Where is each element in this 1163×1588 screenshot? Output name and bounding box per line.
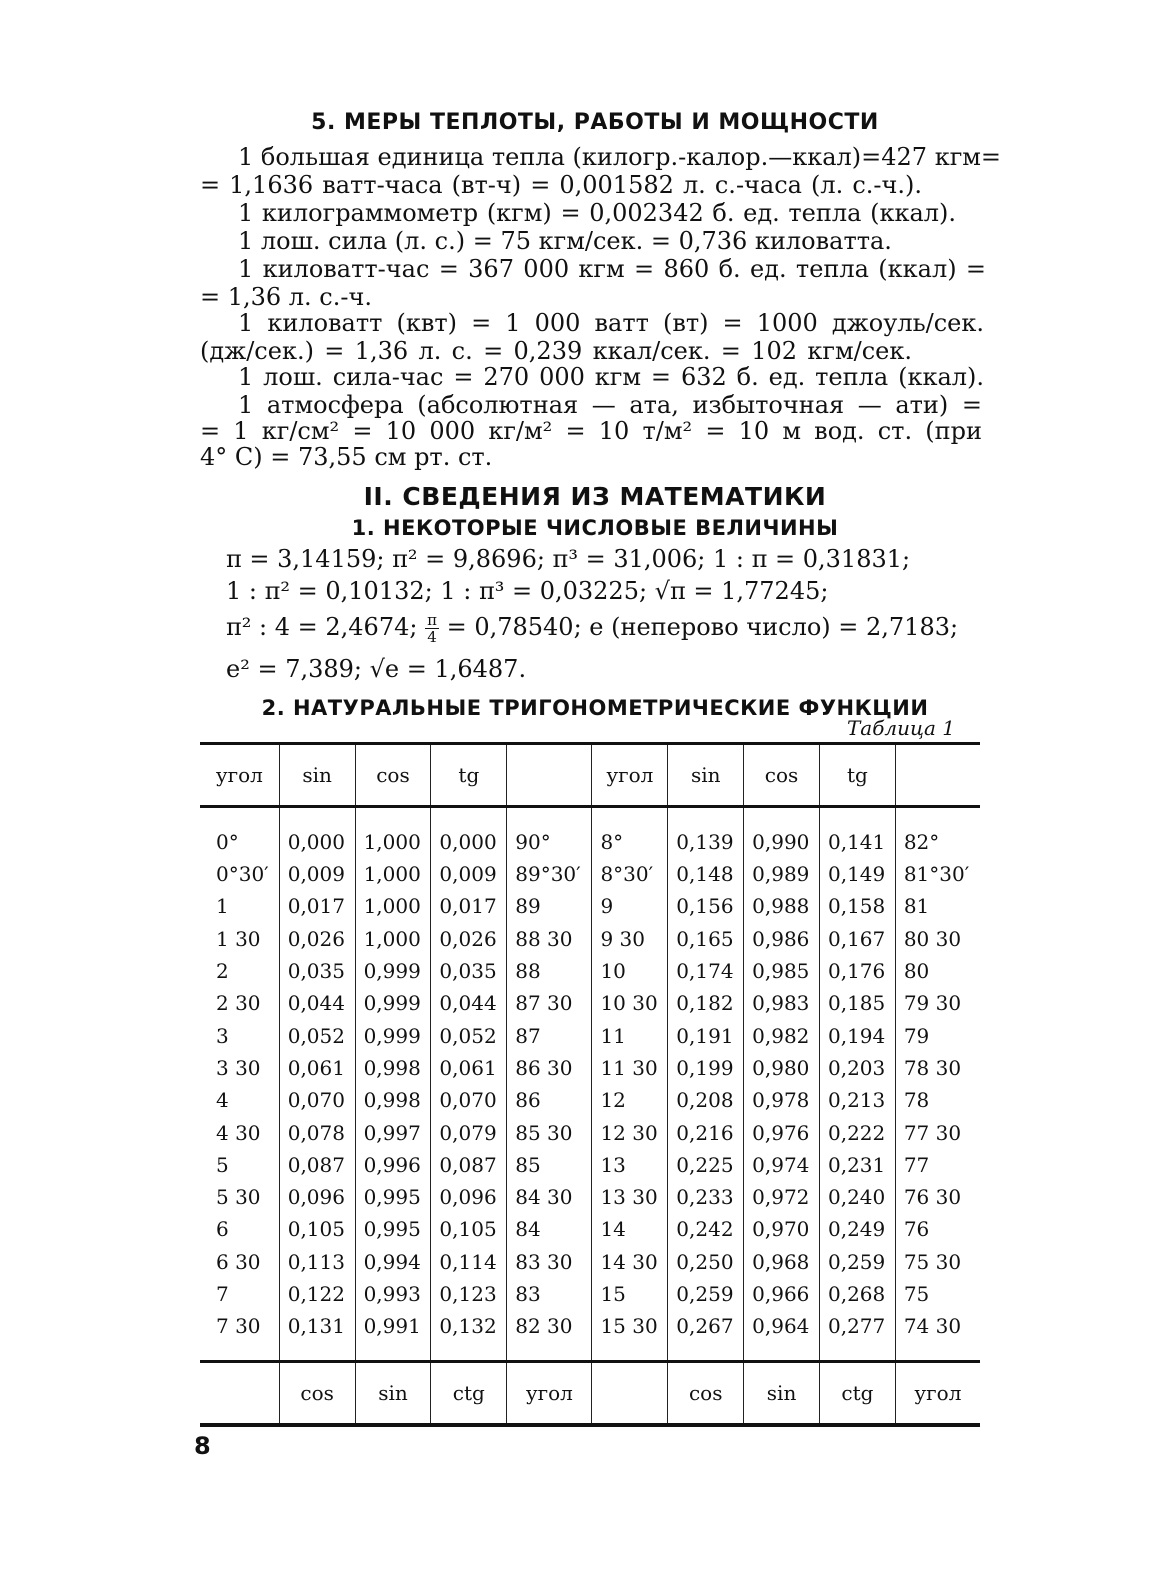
table-cell: 15 [592,1278,668,1310]
table-cell: 13 30 [592,1181,668,1213]
table-cell: 0,974 [744,1149,820,1181]
table-cell: 0,980 [744,1052,820,1084]
text-line: 1 киловатт (квт) = 1 000 ватт (вт) = 1000 джоуль/сек. [238,309,984,337]
fraction-denominator: 4 [427,628,437,646]
table-cell: 15 30 [592,1310,668,1362]
table-cell: 0,208 [668,1084,744,1116]
table-cell: 1,000 [355,890,431,922]
numeric-line: 1 : π² = 0,10132; 1 : π³ = 0,03225; √π = 1,77245; [226,577,829,605]
table-cell: 0,990 [744,807,820,859]
table-cell: 0,268 [819,1278,895,1310]
page-number: 8 [194,1432,211,1460]
table-cell: 3 30 [216,1055,261,1080]
table-cell: 0,194 [819,1019,895,1051]
table-cell: 0,079 [431,1116,507,1148]
table-row [200,923,980,955]
table-cell: 79 [895,1019,980,1051]
header-cell: cos [744,744,820,807]
text-line: = 1 кг/см² = 10 000 кг/м² = 10 т/м² = 10 м вод. ст. (при [200,417,982,445]
table-row [200,1052,980,1084]
table-cell: 0,242 [668,1213,744,1245]
table-cell: 0,231 [819,1149,895,1181]
text-line: 1 киловатт-час = 367 000 кгм = 860 б. ед. тепла (ккал) = [238,255,986,283]
table-cell: 0,156 [668,890,744,922]
table-cell: 0,199 [668,1052,744,1084]
table-cell: 85 [507,1149,592,1181]
table-row [200,1181,980,1213]
table-cell: 1,000 [355,923,431,955]
table-cell: 0,991 [355,1310,431,1362]
table-cell: 0,087 [431,1149,507,1181]
numeric-line-prefix: π² : 4 = 2,4674; [226,613,418,641]
table-cell: 0,139 [668,807,744,859]
table-cell: 0,070 [431,1084,507,1116]
table-cell: 0°30′ [216,862,269,887]
table-cell: 74 30 [895,1310,980,1362]
table-header-row [200,744,980,807]
table-cell: 0,966 [744,1278,820,1310]
footer-cell: угол [895,1362,980,1426]
table-cell: 84 [507,1213,592,1245]
text-line: 1 атмосфера (абсолютная — ата, избыточная — ати) = [238,391,982,419]
table-cell: 0,113 [279,1246,355,1278]
table-cell: 0,096 [279,1181,355,1213]
table-cell: 0° [216,830,239,854]
table-cell: 0,996 [355,1149,431,1181]
table-row [200,987,980,1019]
header-cell: tg [431,744,507,807]
section-5-title: 5. МЕРЫ ТЕПЛОТЫ, РАБОТЫ И МОЩНОСТИ [311,110,879,135]
table-cell: 6 30 [216,1249,261,1274]
table-cell: 85 30 [507,1116,592,1148]
table-cell: 0,167 [819,923,895,955]
table-cell: 0,976 [744,1116,820,1148]
table-cell: 86 30 [507,1052,592,1084]
table-cell: 77 [895,1149,980,1181]
text-line: (дж/сек.) = 1,36 л. с. = 0,239 ккал/сек. = 102 кгм/сек. [200,337,912,365]
table-cell: 0,999 [355,1019,431,1051]
text-line: 4° С) = 73,55 см рт. ст. [200,443,493,471]
table-cell: 7 30 [216,1314,261,1339]
table-cell: 0,988 [744,890,820,922]
table-cell: 0,061 [279,1052,355,1084]
table-cell: 0,105 [431,1213,507,1245]
table-cell: 0,132 [431,1310,507,1362]
table-body [200,807,980,1362]
table-cell: 0,182 [668,987,744,1019]
trig-table [200,742,980,1427]
table-cell: 0,009 [431,858,507,890]
numeric-line: π = 3,14159; π² = 9,8696; π³ = 31,006; 1 : π = 0,31831; [226,545,911,573]
table-cell: 87 [507,1019,592,1051]
footer-cell: sin [355,1362,431,1426]
subsection-1-title: 1. НЕКОТОРЫЕ ЧИСЛОВЫЕ ВЕЛИЧИНЫ [351,516,839,540]
table-cell: 89 [507,890,592,922]
table-cell: 80 30 [895,923,980,955]
table-cell: 5 30 [216,1185,261,1210]
table-cell: 0,148 [668,858,744,890]
table-cell: 0,105 [279,1213,355,1245]
fraction-numerator: π [427,611,437,629]
table-footer-row [200,1362,980,1426]
table-cell: 0,017 [431,890,507,922]
table-cell: 8°30′ [592,858,668,890]
table-cell: 0,017 [279,890,355,922]
table-cell: 1,000 [355,858,431,890]
table-cell: 12 [592,1084,668,1116]
table-cell: 0,087 [279,1149,355,1181]
table-row [200,807,980,859]
table-cell: 0,123 [431,1278,507,1310]
table-cell: 0,044 [279,987,355,1019]
table-cell: 82 30 [507,1310,592,1362]
table-cell: 0,986 [744,923,820,955]
table-cell: 3 [216,1023,229,1048]
table-cell: 0,970 [744,1213,820,1245]
text-line: = 1,1636 ватт-часа (вт-ч) = 0,001582 л. с.-часа (л. с.-ч.). [200,171,922,199]
table-cell: 0,000 [279,807,355,859]
table-cell: 1 30 [216,926,261,951]
table-cell: 10 [592,955,668,987]
table-cell: 0,267 [668,1310,744,1362]
table-cell: 9 [592,890,668,922]
table-row [200,1246,980,1278]
numeric-line-suffix: = 0,78540; e (неперово число) = 2,7183; [446,613,959,641]
table-cell: 0,203 [819,1052,895,1084]
table-cell: 76 30 [895,1181,980,1213]
subsection-2-title: 2. НАТУРАЛЬНЫЕ ТРИГОНОМЕТРИЧЕСКИЕ ФУНКЦИИ [261,696,929,720]
pi-over-four-fraction [425,612,439,645]
table-cell: 77 30 [895,1116,980,1148]
numeric-line: e² = 7,389; √e = 1,6487. [226,655,527,683]
table-row [200,1278,980,1310]
table-cell: 0,225 [668,1149,744,1181]
table-row [200,1116,980,1148]
table-row [200,1310,980,1362]
table-cell: 0,982 [744,1019,820,1051]
table-cell: 0,972 [744,1181,820,1213]
table-row [200,1084,980,1116]
table-cell: 8° [592,807,668,859]
table-cell: 0,259 [819,1246,895,1278]
table-cell: 88 30 [507,923,592,955]
table-cell: 2 [216,959,229,984]
table-cell: 1,000 [355,807,431,859]
table-cell: 81°30′ [895,858,980,890]
table-cell: 83 [507,1278,592,1310]
table-cell: 0,964 [744,1310,820,1362]
table-cell: 0,052 [279,1019,355,1051]
footer-cell: sin [744,1362,820,1426]
table-cell: 0,968 [744,1246,820,1278]
table-cell: 0,213 [819,1084,895,1116]
header-cell: sin [668,744,744,807]
table-cell: 88 [507,955,592,987]
table-cell: 81 [895,890,980,922]
table-cell: 0,997 [355,1116,431,1148]
table-cell: 0,985 [744,955,820,987]
table-cell: 79 30 [895,987,980,1019]
table-cell: 75 [895,1278,980,1310]
table-cell: 0,114 [431,1246,507,1278]
table-cell: 0,993 [355,1278,431,1310]
footer-cell [200,1362,279,1426]
table-cell: 0,122 [279,1278,355,1310]
table-caption: Таблица 1 [846,716,955,740]
header-cell: угол [200,744,279,807]
table-cell: 6 [216,1217,229,1242]
table-row [200,890,980,922]
text-line: 1 большая единица тепла (килогр.-калор.—ккал)=427 кгм= [238,143,1002,171]
table-cell: 0,249 [819,1213,895,1245]
table-cell: 0,009 [279,858,355,890]
table-cell: 84 30 [507,1181,592,1213]
table-cell: 14 30 [592,1246,668,1278]
header-cell [507,744,592,807]
chapter-title: II. СВЕДЕНИЯ ИЗ МАТЕМАТИКИ [363,482,827,511]
table-cell: 80 [895,955,980,987]
numeric-line-with-fraction [226,612,958,645]
table-row [200,858,980,890]
footer-cell: угол [507,1362,592,1426]
table-cell: 0,149 [819,858,895,890]
footer-cell: ctg [431,1362,507,1426]
table-cell: 0,078 [279,1116,355,1148]
table-cell: 0,185 [819,987,895,1019]
table-cell: 0,174 [668,955,744,987]
table-cell: 86 [507,1084,592,1116]
table-cell: 0,978 [744,1084,820,1116]
header-cell: cos [355,744,431,807]
table-cell: 0,070 [279,1084,355,1116]
table-cell: 0,259 [668,1278,744,1310]
table-row [200,1149,980,1181]
text-line: 1 килограммометр (кгм) = 0,002342 б. ед. тепла (ккал). [238,199,956,227]
table-cell: 0,216 [668,1116,744,1148]
table-cell: 0,061 [431,1052,507,1084]
table-cell: 14 [592,1213,668,1245]
table-cell: 0,044 [431,987,507,1019]
table-cell: 0,096 [431,1181,507,1213]
table-cell: 0,000 [431,807,507,859]
table-cell: 0,052 [431,1019,507,1051]
table-cell: 82° [895,807,980,859]
table-cell: 4 30 [216,1120,261,1145]
table-cell: 0,999 [355,955,431,987]
table-cell: 78 30 [895,1052,980,1084]
table-cell: 0,191 [668,1019,744,1051]
table-cell: 0,222 [819,1116,895,1148]
table-cell: 87 30 [507,987,592,1019]
table-cell: 0,165 [668,923,744,955]
table-cell: 89°30′ [507,858,592,890]
table-cell: 83 30 [507,1246,592,1278]
table-cell: 4 [216,1088,229,1113]
footer-cell: ctg [819,1362,895,1426]
table-cell: 12 30 [592,1116,668,1148]
table-row [200,955,980,987]
table-cell: 10 30 [592,987,668,1019]
footer-cell: cos [668,1362,744,1426]
table-cell: 78 [895,1084,980,1116]
table-cell: 0,277 [819,1310,895,1362]
table-cell: 76 [895,1213,980,1245]
table-cell: 0,998 [355,1084,431,1116]
text-line: 1 лош. сила-час = 270 000 кгм = 632 б. ед. тепла (ккал). [238,363,984,391]
table-cell: 0,998 [355,1052,431,1084]
header-cell [895,744,980,807]
header-cell: sin [279,744,355,807]
table-cell: 0,035 [279,955,355,987]
text-line: = 1,36 л. с.-ч. [200,283,372,311]
table-cell: 75 30 [895,1246,980,1278]
table-cell: 0,176 [819,955,895,987]
table-cell: 0,233 [668,1181,744,1213]
table-cell: 0,250 [668,1246,744,1278]
table-cell: 11 30 [592,1052,668,1084]
table-cell: 0,158 [819,890,895,922]
table-cell: 0,131 [279,1310,355,1362]
footer-cell [592,1362,668,1426]
footer-cell: cos [279,1362,355,1426]
table-cell: 0,141 [819,807,895,859]
table-cell: 0,995 [355,1213,431,1245]
text-line: 1 лош. сила (л. с.) = 75 кгм/сек. = 0,736 киловатта. [238,227,892,255]
table-cell: 7 [216,1282,229,1306]
table-cell: 1 [216,894,229,919]
table-cell: 9 30 [592,923,668,955]
table-cell: 2 30 [216,991,261,1016]
table-row [200,1019,980,1051]
table-cell: 5 [216,1152,229,1177]
table-row [200,1213,980,1245]
table-cell: 90° [507,807,592,859]
header-cell: tg [819,744,895,807]
table-cell: 0,994 [355,1246,431,1278]
table-cell: 0,035 [431,955,507,987]
table-cell: 13 [592,1149,668,1181]
table-cell: 0,995 [355,1181,431,1213]
table-cell: 0,999 [355,987,431,1019]
table-cell: 0,983 [744,987,820,1019]
table-cell: 11 [592,1019,668,1051]
table-cell: 0,026 [279,923,355,955]
table-cell: 0,026 [431,923,507,955]
header-cell: угол [592,744,668,807]
table-cell: 0,240 [819,1181,895,1213]
table-cell: 0,989 [744,858,820,890]
